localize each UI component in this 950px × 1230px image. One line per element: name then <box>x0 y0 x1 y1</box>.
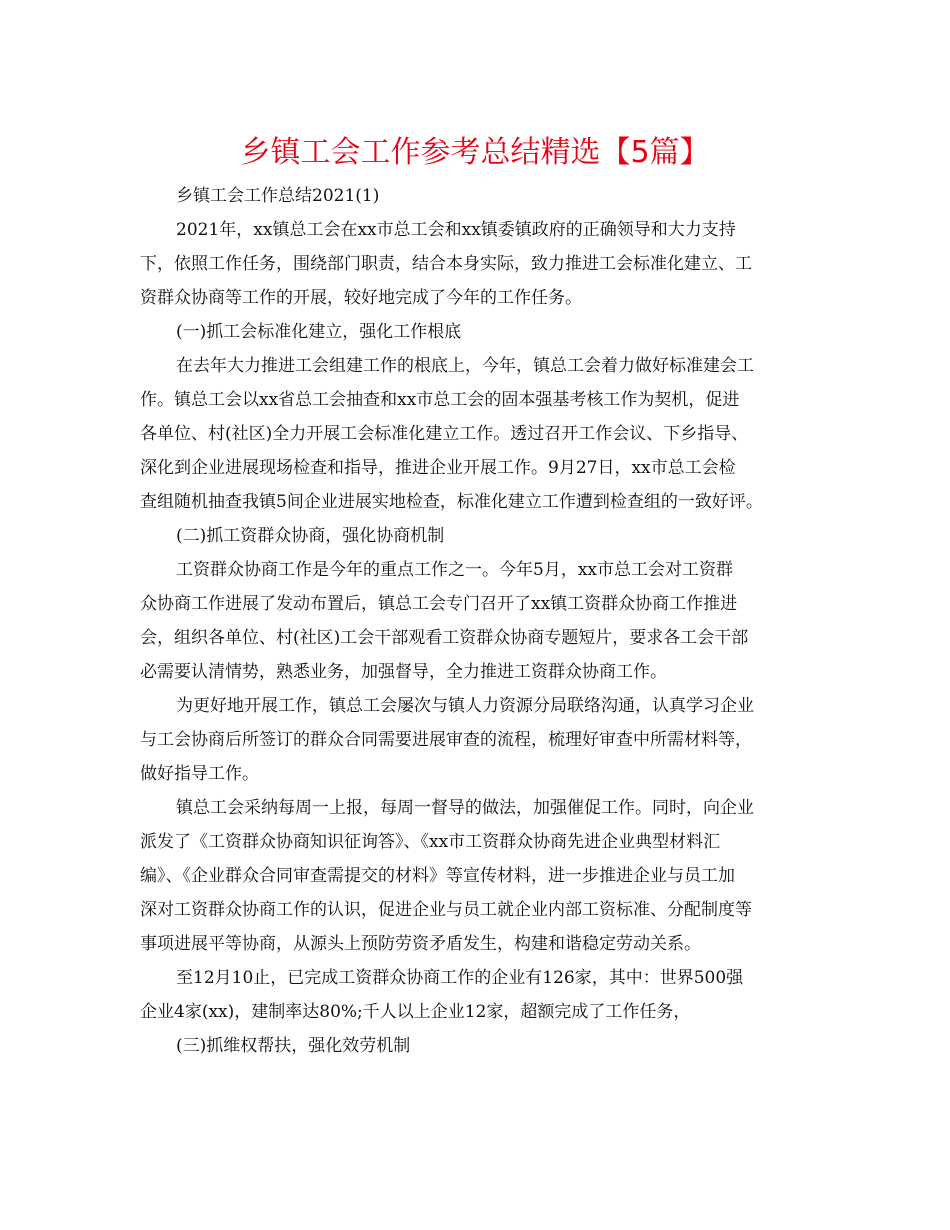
paragraph-line: 派发了《工资群众协商知识征询答》、《xx市工资群众协商先进企业典型材料汇 <box>140 832 721 852</box>
paragraph-line: (二)抓工资群众协商，强化协商机制 <box>176 526 445 546</box>
paragraph-line: 为更好地开展工作，镇总工会屡次与镇人力资源分局联络沟通，认真学习企业 <box>176 696 754 716</box>
document-title: 乡镇工会工作参考总结精选【5篇】 <box>240 135 710 170</box>
paragraph-line: 做好指导工作。 <box>140 764 259 784</box>
paragraph <box>140 213 820 315</box>
paragraph-line: 与工会协商后所签订的群众合同需要进展审查的流程，梳理好审查中所需材料等， <box>140 730 752 750</box>
paragraph <box>140 961 820 1029</box>
document-body <box>140 179 820 1063</box>
paragraph-line: 各单位、村(社区)全力开展工会标准化建立工作。透过召开工作会议、下乡指导、 <box>140 424 749 444</box>
paragraph-line: 事项进展平等协商，从源头上预防劳资矛盾发生，构建和谐稳定劳动关系。 <box>140 934 701 954</box>
paragraph-list <box>140 213 820 1063</box>
paragraph-line: (三)抓维权帮扶，强化效劳机制 <box>176 1036 411 1056</box>
paragraph-line: 工资群众协商工作是今年的重点工作之一。今年5月，xx市总工会对工资群 <box>176 560 733 580</box>
paragraph-line: 下，依照工作任务，围绕部门职责，结合本身实际，致力推进工会标准化建立、工 <box>140 254 752 274</box>
paragraph-line: 作。镇总工会以xx省总工会抽查和xx市总工会的固本强基考核工作为契机，促进 <box>140 390 740 410</box>
paragraph-line: 深对工资群众协商工作的认识，促进企业与员工就企业内部工资标准、分配制度等 <box>140 900 752 920</box>
paragraph <box>140 349 820 519</box>
paragraph <box>140 791 820 961</box>
paragraph-line: 企业4家(xx)，建制率达80%;千人以上企业12家，超额完成了工作任务， <box>140 1002 691 1022</box>
paragraph-line: 必需要认清情势，熟悉业务，加强督导，全力推进工资群众协商工作。 <box>140 662 667 682</box>
paragraph-line: 查组随机抽查我镇5间企业进展实地检查，标准化建立工作遭到检查组的一致好评。 <box>140 492 763 512</box>
paragraph <box>140 519 820 553</box>
paragraph-line: 众协商工作进展了发动布置后，镇总工会专门召开了xx镇工资群众协商工作推进 <box>140 594 738 614</box>
paragraph-line: 2021年，xx镇总工会在xx市总工会和xx镇委镇政府的正确领导和大力支持 <box>176 220 736 240</box>
paragraph-line: 在去年大力推进工会组建工作的根底上，今年，镇总工会着力做好标准建会工 <box>176 356 754 376</box>
paragraph <box>140 315 820 349</box>
paragraph <box>140 553 820 689</box>
paragraph-line: 深化到企业进展现场检查和指导，推进企业开展工作。9月27日，xx市总工会检 <box>140 458 736 478</box>
paragraph-line: 至12月10止，已完成工资群众协商工作的企业有126家，其中：世界500强 <box>176 968 744 988</box>
paragraph <box>140 1029 820 1063</box>
paragraph-line: 资群众协商等工作的开展，较好地完成了今年的工作任务。 <box>140 288 582 308</box>
paragraph-line: 镇总工会采纳每周一上报，每周一督导的做法，加强催促工作。同时，向企业 <box>176 798 754 818</box>
paragraph <box>140 689 820 791</box>
paragraph-line: (一)抓工会标准化建立，强化工作根底 <box>176 322 462 342</box>
document-subtitle: 乡镇工会工作总结2021(1) <box>176 186 380 206</box>
paragraph-line: 会，组织各单位、村(社区)工会干部观看工资群众协商专题短片，要求各工会干部 <box>140 628 749 648</box>
paragraph-line: 编》、《企业群众合同审查需提交的材料》等宣传材料，进一步推进企业与员工加 <box>140 866 735 886</box>
